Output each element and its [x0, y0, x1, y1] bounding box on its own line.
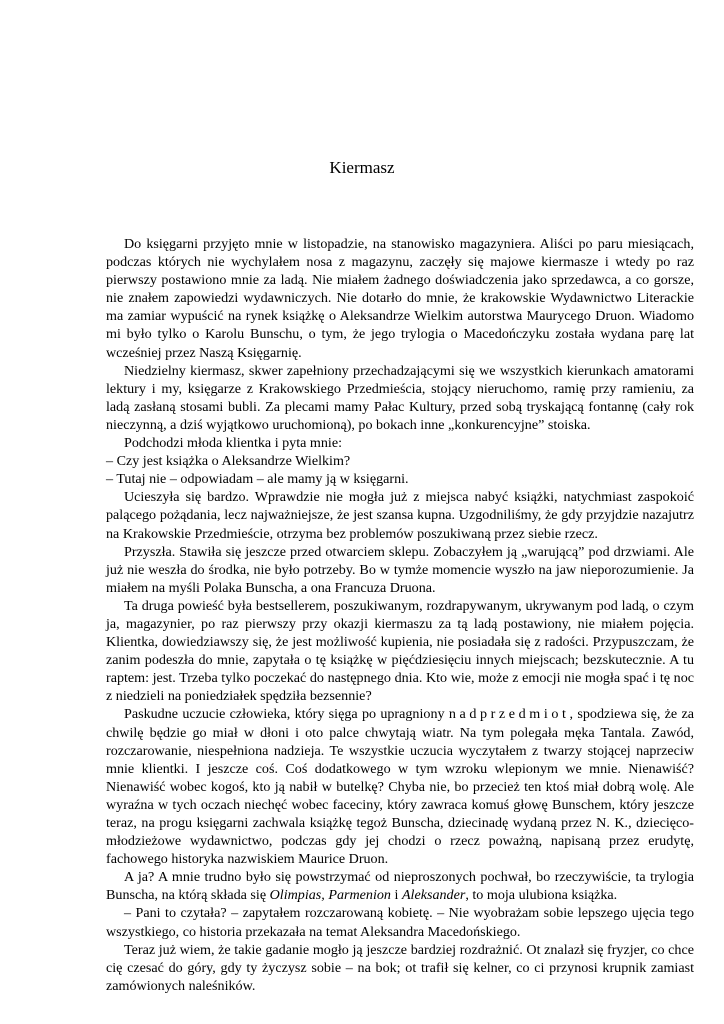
- paragraph: Niedzielny kiermasz, skwer zapełniony przechadzającymi się we wszystkich kierunkach amatorami lektury i my, księgarze z Krakowskiego Przedmieścia, stojący nieruchomo, ramię przy ramieniu, za ladą zasłaną stosami bubli. Za plecami mamy Pałac Kultury, przed sobą tryskającą fontannę (cały rok nieczynną, a dziś wyjątkowo uruchomioną), po bokach inne „konkurencyjne” stoiska.: [106, 362, 694, 433]
- page-title: Kiermasz: [329, 158, 395, 177]
- text-run: , spodziewa się, że za chwilę będzie go miał w dłoni i oto palce chwytają wiatr. Na tym polegała męka Tantala. Zawód, rozczarowanie, niespełniona nadzieja. Te wszystkie uczucia wyczytałem z twarzy stojącej naprzeciw mnie klientki. I jeszcze coś. Coś dodatkowego w tym wzroku wlepionym we mnie. Nienawiść? Nienawiść wobec kogoś, kto ją nabił w butelkę? Chyba nie, bo przecież ten ktoś miał dobrą wolę. Ale wyraźna w tych oczach niechęć wobec faceciny, który zawraca komuś głowę Bunschem, który jeszcze teraz, na progu księgarni zachwala książkę tegoż Bunscha, dziecinadę wydaną przez N. K., dziecięco-młodzieżowe wydawnictwo, podczas gdy jej chodzi o rzecz poważną, napisaną przez erudytę, fachowego historyka nazwiskiem Maurice Druon.: [106, 706, 694, 868]
- body-text: [106, 235, 694, 995]
- paragraph: [106, 705, 694, 868]
- paragraph: – Pani to czytała? – zapytałem rozczarowaną kobietę. – Nie wyobrażam sobie lepszego ujęcia tego wszystkiego, co historia przekazała na temat Aleksandra Macedońskiego.: [106, 905, 694, 940]
- text-run: Paskudne uczucie człowieka, który sięga po upragniony: [124, 706, 449, 723]
- spaced-word: nadprzedmiot: [448, 706, 570, 723]
- paragraph: Przyszła. Stawiła się jeszcze przed otwarciem sklepu. Zobaczyłem ją „warującą” pod drzwiami. Ale już nie weszła do środka, nie było potrzeby. Bo w tymże momencie wyszło na jaw nieporozumienie. Ja miałem na myśli Polaka Bunscha, a ona Francuza Druona.: [106, 543, 694, 596]
- paragraph: Do księgarni przyjęto mnie w listopadzie, na stanowisko magazyniera. Aliści po paru miesiącach, podczas których nie wychylałem nosa z magazynu, zaczęły się majowe kiermasze i wtedy po raz pierwszy postawiono mnie za ladą. Nie miałem żadnego doświadczenia jako sprzedawca, a co gorsze, nie znałem zapowiedzi wydawniczych. Nie dotarło do mnie, że krakowskie Wydawnictwo Literackie ma zamiar wypuścić na rynek książkę o Aleksandrze Wielkim autorstwa Maurycego Druon. Wiadomo mi było tylko o Karolu Bunschu, o tym, że jego trylogia o Macedończyku została wydana parę lat wcześniej przez Naszą Księgarnię.: [106, 236, 694, 361]
- paragraph: [106, 868, 694, 904]
- text-run: i: [390, 887, 402, 904]
- paragraph: Ucieszyła się bardzo. Wprawdzie nie mogła już z miejsca nabyć książki, natychmiast zaspokoić palącego pożądania, lecz najważniejsze, że jest szansa kupna. Uzgodniliśmy, że gdy przyjdzie nazajutrz na Krakowskie Przedmieście, otrzyma bez problemów poszukiwaną przez siebie rzecz.: [106, 489, 694, 542]
- book-title-italic: Olimpias, Parmenion: [269, 887, 391, 904]
- book-title-italic: Aleksander: [401, 887, 466, 904]
- text-run: A ja? A mnie trudno było się powstrzymać od nieproszonych pochwał, bo rzeczywiście, ta trylogia Bunscha, na którą składa się: [106, 869, 694, 904]
- paragraph: Teraz już wiem, że takie gadanie mogło ją jeszcze bardziej rozdrażnić. Ot znalazł się fryzjer, co chce cię czesać do góry, gdy ty życzysz sobie – na bok; ot trafił się kelner, co ci przynosi krupnik zamiast zamówionych naleśników.: [106, 941, 694, 994]
- dialogue-line: – Tutaj nie – odpowiadam – ale mamy ją w księgarni.: [106, 471, 409, 488]
- paragraph: Ta druga powieść była bestsellerem, poszukiwanym, rozdrapywanym, ukrywanym pod ladą, o czym ja, magazynier, po raz pierwszy przy okazji kiermaszu za tą ladą postawiony, nie miałem pojęcia. Klientka, dowiedziawszy się, że jest możliwość kupienia, nie posiadała się z radości. Przypuszczam, że zanim podeszła do mnie, zapytała o tę książkę w pięćdziesięciu innych miejscach; bezskutecznie. A tu raptem: jest. Trzeba tylko poczekać do następnego dnia. Kto wie, może z emocji nie mogła spać i tę noc z niedzieli na poniedziałek spędziła bezsennie?: [106, 597, 694, 705]
- text-run: , to moja ulubiona książka.: [465, 887, 618, 904]
- dialogue-line: – Czy jest książka o Aleksandrze Wielkim?: [106, 453, 351, 470]
- paragraph: Podchodzi młoda klientka i pyta mnie:: [124, 435, 343, 452]
